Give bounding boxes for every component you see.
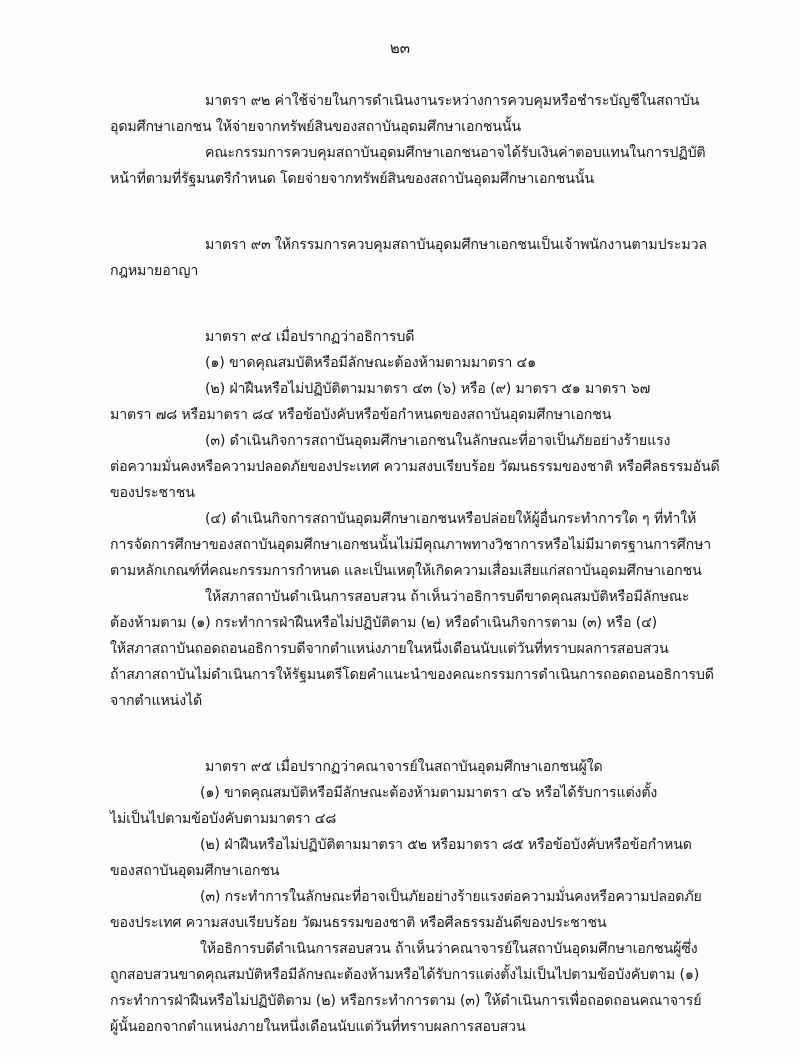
- section-95: [110, 754, 730, 1040]
- text-line: กระทำการฝ่าฝืนหรือไม่ปฏิบัติตาม (๒) หรือกระทำการตาม (๓) ให้ดำเนินการเพื่อถอดถอนคณาจารย์: [110, 993, 702, 1009]
- text-line: (๒) ฝ่าฝืนหรือไม่ปฏิบัติตามมาตรา ๕๒ หรือมาตรา ๘๕ หรือข้อบังคับหรือข้อกำหนด: [200, 837, 692, 853]
- text-line: ของสถาบันอุดมศึกษาเอกชน: [110, 863, 280, 879]
- text-line: ให้สภาสถาบันดำเนินการสอบสวน ถ้าเห็นว่าอธิการบดีขาดคุณสมบัติหรือมีลักษณะ: [205, 589, 690, 605]
- text-line: มาตรา ๙๒ ค่าใช้จ่ายในการดำเนินงานระหว่างการควบคุมหรือชำระบัญชีในสถาบัน: [205, 93, 700, 109]
- section-94: [110, 324, 730, 714]
- text-line: (๓) ดำเนินกิจการสถาบันอุดมศึกษาเอกชนในลักษณะที่อาจเป็นภัยอย่างร้ายแรง: [205, 433, 671, 449]
- text-line: กฎหมายอาญา: [110, 263, 199, 279]
- text-line: ต่อความมั่นคงหรือความปลอดภัยของประเทศ ความสงบเรียบร้อย วัฒนธรรมของชาติ หรือศีลธรรมอันดี: [110, 459, 720, 475]
- text-line: หน้าที่ตามที่รัฐมนตรีกำหนด โดยจ่ายจากทรัพย์สินของสถาบันอุดมศึกษาเอกชนนั้น: [110, 171, 594, 187]
- text-line: ต้องห้ามตาม (๑) กระทำการฝ่าฝืนหรือไม่ปฏิบัติตาม (๒) หรือดำเนินกิจการตาม (๓) หรือ (๔): [110, 615, 658, 631]
- text-line: (๓) กระทำการในลักษณะที่อาจเป็นภัยอย่างร้ายแรงต่อความมั่นคงหรือความปลอดภัย: [200, 889, 702, 905]
- document-body: [110, 88, 730, 1040]
- text-line: คณะกรรมการควบคุมสถาบันอุดมศึกษาเอกชนอาจได้รับเงินค่าตอบแทนในการปฏิบัติ: [205, 145, 706, 161]
- text-line: ถูกสอบสวนขาดคุณสมบัติหรือมีลักษณะต้องห้ามหรือได้รับการแต่งตั้งไม่เป็นไปตามข้อบังคับตาม (๑): [110, 967, 700, 983]
- text-line: (๑) ขาดคุณสมบัติหรือมีลักษณะต้องห้ามตามมาตรา ๔๑: [205, 355, 536, 371]
- text-line: จากตำแหน่งได้: [110, 693, 203, 709]
- text-line: (๔) ดำเนินกิจการสถาบันอุดมศึกษาเอกชนหรือปล่อยให้ผู้อื่นกระทำการใด ๆ ที่ทำให้: [205, 511, 697, 527]
- text-line: ของประเทศ ความสงบเรียบร้อย วัฒนธรรมของชาติ หรือศีลธรรมอันดีของประชาชน: [110, 915, 607, 931]
- text-line: มาตรา ๗๘ หรือมาตรา ๘๔ หรือข้อบังคับหรือข้อกำหนดของสถาบันอุดมศึกษาเอกชน: [110, 407, 612, 423]
- text-line: ไม่เป็นไปตามข้อบังคับตามมาตรา ๔๘: [110, 811, 337, 827]
- text-line: ให้อธิการบดีดำเนินการสอบสวน ถ้าเห็นว่าคณาจารย์ในสถาบันอุดมศึกษาเอกชนผู้ซึ่ง: [200, 941, 698, 957]
- text-line: การจัดการศึกษาของสถาบันอุดมศึกษาเอกชนนั้นไม่มีคุณภาพทางวิชาการหรือไม่มีมาตรฐานการศึกษา: [110, 537, 712, 553]
- text-line: (๑) ขาดคุณสมบัติหรือมีลักษณะต้องห้ามตามมาตรา ๔๖ หรือได้รับการแต่งตั้ง: [200, 785, 658, 801]
- text-line: มาตรา ๙๓ ให้กรรมการควบคุมสถาบันอุดมศึกษาเอกชนเป็นเจ้าพนักงานตามประมวล: [205, 237, 707, 253]
- text-line: ให้สภาสถาบันถอดถอนอธิการบดีจากตำแหน่งภายในหนึ่งเดือนนับแต่วันที่ทราบผลการสอบสวน: [110, 641, 669, 657]
- section-93: [110, 232, 730, 284]
- text-line: มาตรา ๙๕ เมื่อปรากฏว่าคณาจารย์ในสถาบันอุดมศึกษาเอกชนผู้ใด: [205, 759, 603, 775]
- text-line: (๒) ฝ่าฝืนหรือไม่ปฏิบัติตามมาตรา ๔๓ (๖) หรือ (๙) มาตรา ๕๑ มาตรา ๖๗: [205, 381, 651, 397]
- text-line: ตามหลักเกณฑ์ที่คณะกรรมการกำหนด และเป็นเหตุให้เกิดความเสื่อมเสียแก่สถาบันอุดมศึกษาเอกชน: [110, 563, 702, 579]
- text-line: มาตรา ๙๔ เมื่อปรากฏว่าอธิการบดี: [205, 329, 415, 345]
- section-92: [110, 88, 730, 192]
- text-line: ของประชาชน: [110, 485, 195, 501]
- text-line: อุดมศึกษาเอกชน ให้จ่ายจากทรัพย์สินของสถาบันอุดมศึกษาเอกชนนั้น: [110, 119, 521, 135]
- page-number: ๒๓: [389, 39, 411, 57]
- text-line: ถ้าสภาสถาบันไม่ดำเนินการให้รัฐมนตรีโดยคำแนะนำของคณะกรรมการดำเนินการถอดถอนอธิการบดี: [110, 667, 714, 683]
- text-line: ผู้นั้นออกจากตำแหน่งภายในหนึ่งเดือนนับแต่วันที่ทราบผลการสอบสวน: [110, 1019, 526, 1035]
